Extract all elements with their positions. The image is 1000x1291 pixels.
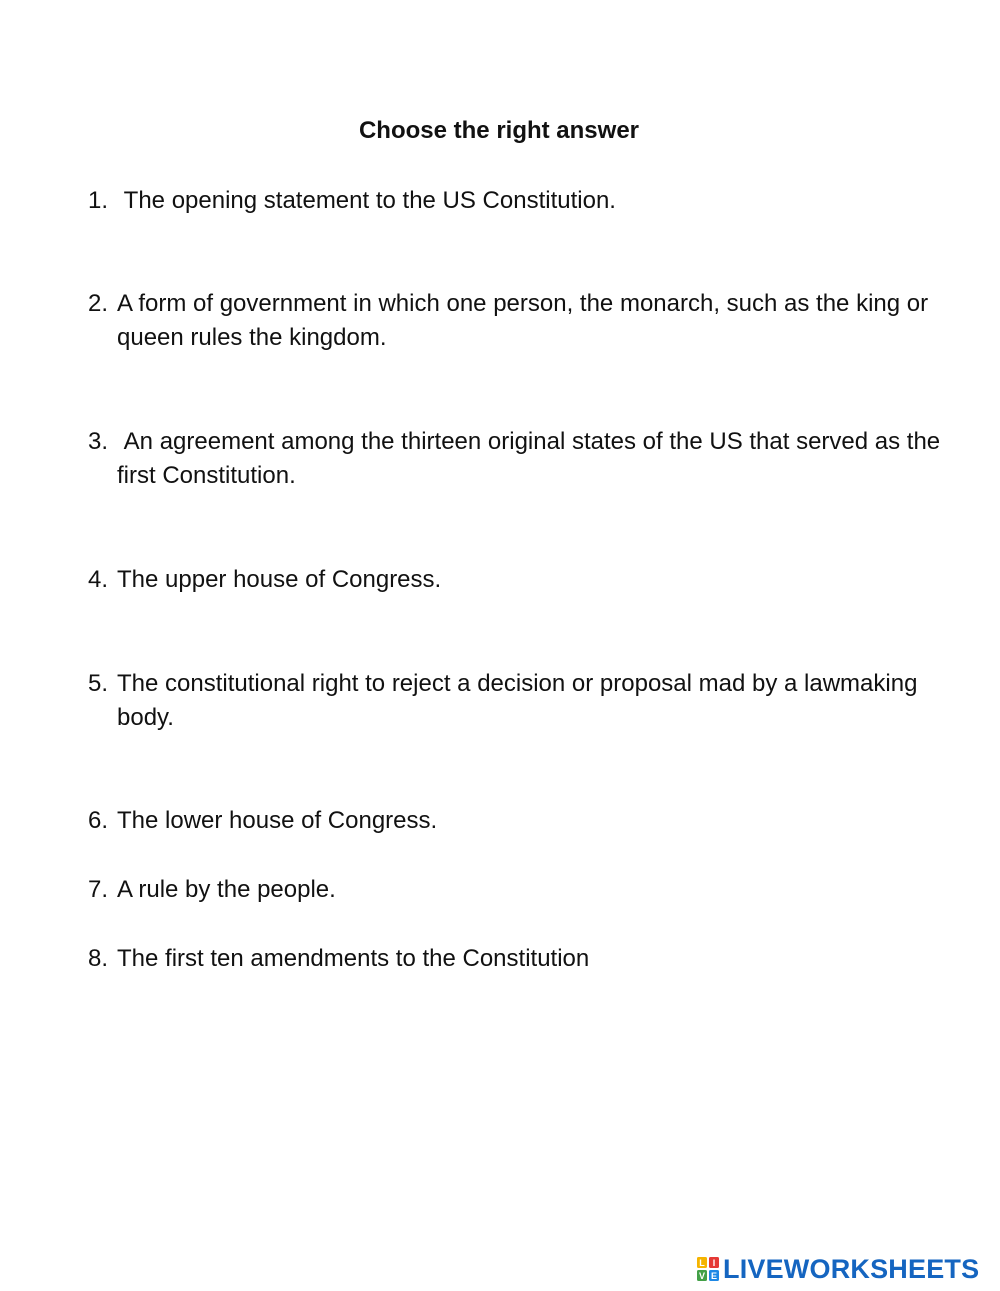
question-2 bbox=[88, 287, 948, 355]
question-7 bbox=[88, 873, 948, 907]
question-text: The first ten amendments to the Constitution bbox=[117, 945, 590, 972]
question-text: The lower house of Congress. bbox=[117, 807, 438, 834]
page-title: Choose the right answer bbox=[358, 117, 640, 144]
svg-text:V: V bbox=[698, 1271, 706, 1281]
question-number: 3. bbox=[88, 428, 115, 455]
svg-text:E: E bbox=[710, 1271, 718, 1281]
question-number: 8. bbox=[88, 945, 109, 972]
svg-text:I: I bbox=[712, 1258, 716, 1268]
question-number: 2. bbox=[88, 290, 109, 317]
question-number: 6. bbox=[88, 807, 109, 834]
svg-text:L: L bbox=[699, 1258, 705, 1268]
liveworksheets-logo-icon bbox=[697, 1257, 719, 1281]
question-5 bbox=[88, 667, 948, 735]
question-8 bbox=[88, 942, 948, 976]
question-3 bbox=[88, 425, 948, 493]
question-1 bbox=[88, 184, 948, 218]
question-number: 1. bbox=[88, 187, 115, 214]
question-4 bbox=[88, 563, 948, 597]
question-number: 5. bbox=[88, 670, 109, 697]
question-text: A rule by the people. bbox=[117, 876, 336, 903]
liveworksheets-logo bbox=[697, 1254, 979, 1284]
brand-name: LIVEWORKSHEETS bbox=[723, 1254, 980, 1284]
question-text: A form of government in which one person, the monarch, such as the king or queen rules the kingdom. bbox=[117, 290, 935, 351]
question-number: 4. bbox=[88, 566, 109, 593]
question-text: The upper house of Congress. bbox=[117, 566, 442, 593]
question-text: The opening statement to the US Constitution. bbox=[117, 187, 616, 214]
question-number: 7. bbox=[88, 876, 109, 903]
question-text: An agreement among the thirteen original states of the US that served as the first Constitution. bbox=[117, 428, 947, 489]
question-6 bbox=[88, 804, 948, 838]
question-text: The constitutional right to reject a decision or proposal mad by a lawmaking body. bbox=[117, 670, 925, 731]
